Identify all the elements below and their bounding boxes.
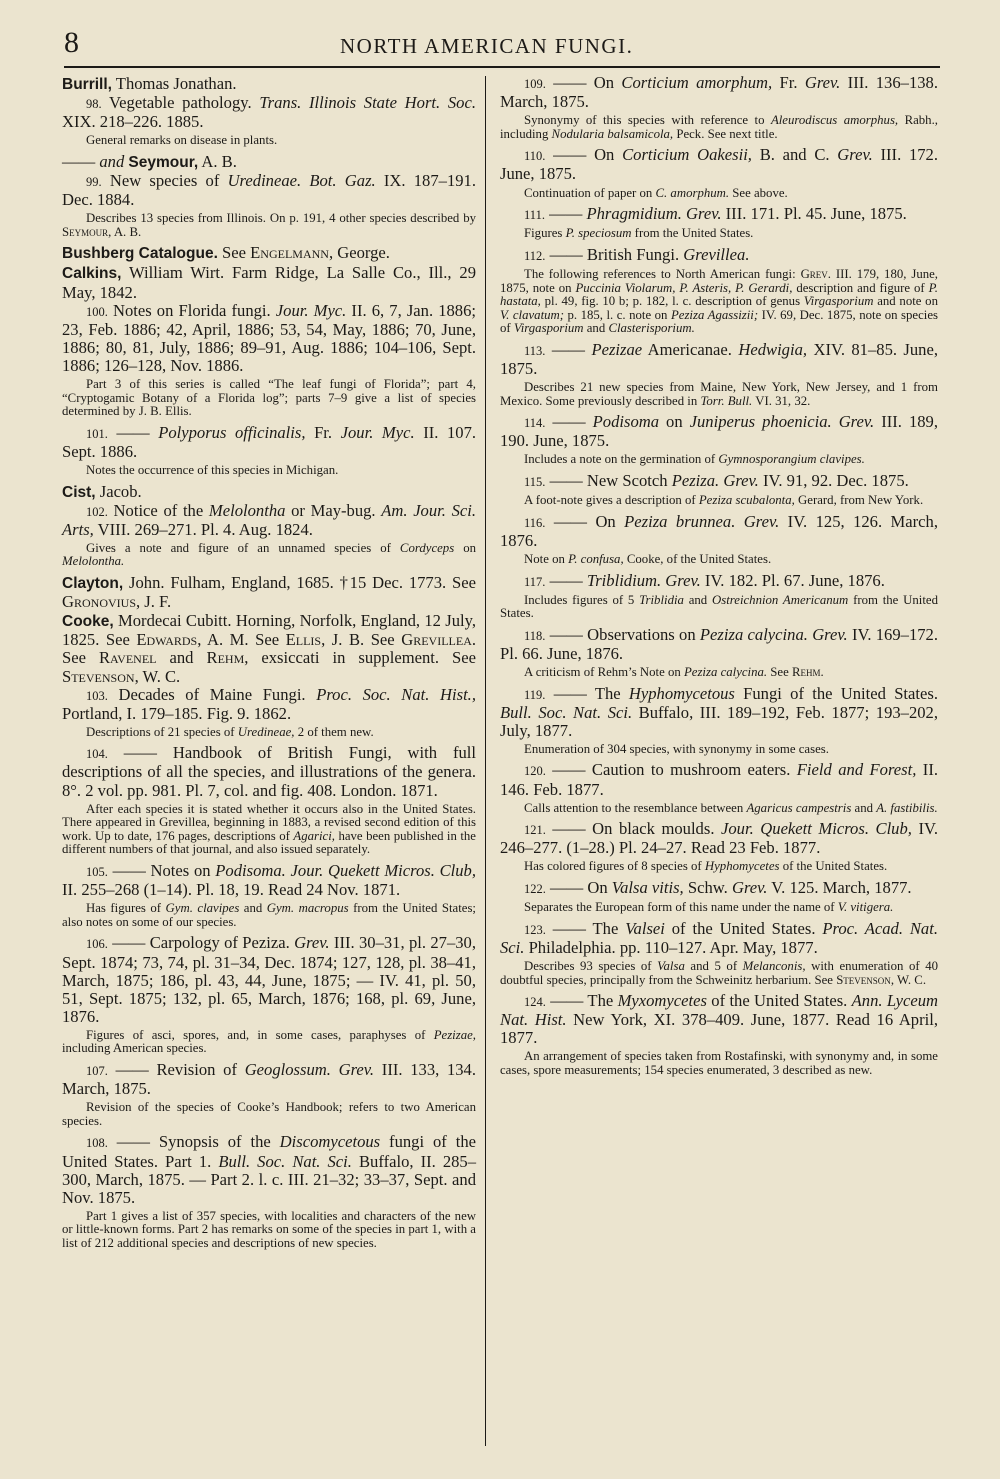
bibliography-entry: 112. —— British Fungi. Grevillea.	[524, 244, 750, 264]
author-heading: Calkins, William Wirt. Farm Ridge, La Salle Co., Ill., 29 May, 1842.	[62, 263, 476, 302]
annotation-note: Note on P. confusa, Cooke, of the United States.	[524, 551, 772, 566]
author-heading: Clayton, John. Fulham, England, 1685. †15 Dec. 1773. See Gronovius, J. F.	[62, 573, 476, 612]
bibliography-entry: 108. —— Synopsis of the Discomycetous fungi of the United States. Part 1. Bull. Soc. Nat. Sci. Buffalo, II. 285–300, March, 1875. — Part 2. l. c. III. 21–32; 33–37, Sept. and Nov. 1875.	[62, 1132, 477, 1207]
annotation-note: Enumeration of 304 species, with synonymy in some cases.	[524, 741, 829, 756]
annotation-note: Describes 93 species of Valsa and 5 of Melanconis, with enumeration of 40 doubtful species, principally from the Schweinitz herbarium. See Stevenson, W. C.	[500, 958, 938, 987]
annotation-note: Includes figures of 5 Triblidia and Ostreichnion Americanum from the United States.	[500, 592, 938, 621]
annotation-note: Includes a note on the germination of Gymnosporangium clavipes.	[524, 452, 865, 467]
annotation-note: The following references to North American fungi: Grev. III. 179, 180, June, 1875, note on Puccinia Violarum, P. Asteris, P. Gerardi, description and figure of P. hastata, pl. 49, fig. 10 b; p. 182, l. c. description of genus Virgasporium and note on V. clavatum; p. 185, l. c. note on Peziza Agassizii; IV. 69, Dec. 1875, note on species of Virgasporium and Clasterisporium.	[500, 266, 938, 336]
author-heading: Cist, Jacob.	[62, 481, 142, 501]
annotation-note: Describes 21 new species from Maine, New York, New Jersey, and 1 from Mexico. Some previously described in Torr. Bull. VI. 31, 32.	[500, 380, 938, 408]
bibliography-entry: 104. —— Handbook of British Fungi, with full descriptions of all the species, and illustrations of the genera. 8°. 2 vol. pp. 981. Pl. 7, col. and fig. 408. London. 1871.	[62, 743, 476, 800]
annotation-note: Separates the European form of this name under the name of V. vitigera.	[524, 900, 894, 915]
bibliography-entry: 121. —— On black moulds. Jour. Quekett Micros. Club, IV. 246–277. (1–28.) Pl. 24–27. Read 23 Feb. 1877.	[500, 819, 938, 858]
bibliography-entry: 110. —— On Corticium Oakesii, B. and C. Grev. III. 172. June, 1875.	[500, 145, 938, 184]
bibliography-entry: 102. Notice of the Melolontha or May-bug. Am. Jour. Sci. Arts, VIII. 269–271. Pl. 4. Aug. 1824.	[62, 500, 477, 539]
bibliography-entry: 99. New species of Uredineae. Bot. Gaz. IX. 187–191. Dec. 1884.	[62, 170, 476, 210]
annotation-note: An arrangement of species taken from Rostafinski, with synonymy and, in some cases, spore measurements; 154 species enumerated, 3 described as new.	[500, 1049, 938, 1077]
annotation-note: Has figures of Gym. clavipes and Gym. macropus from the United States; also notes on some of our species.	[62, 901, 476, 929]
annotation-note: A criticism of Rehm’s Note on Peziza calycina. See Rehm.	[524, 665, 824, 679]
annotation-note: Synonymy of this species with reference to Aleurodiscus amorphus, Rabh., including Nodularia balsamicola, Peck. See next title.	[500, 113, 938, 141]
bibliography-entry: 105. —— Notes on Podisoma. Jour. Quekett Micros. Club, II. 255–268 (1–14). Pl. 18, 19. Read 24 Nov. 1871.	[62, 861, 477, 900]
bibliography-entry: 120. —— Caution to mushroom eaters. Field and Forest, II. 146. Feb. 1877.	[500, 760, 938, 799]
author-heading: Bushberg Catalogue. See Engelmann, George.	[62, 243, 390, 263]
column-divider	[485, 76, 486, 1446]
bibliography-entry: 109. —— On Corticium amorphum, Fr. Grev. III. 136–138. March, 1875.	[500, 73, 938, 112]
annotation-note: Continuation of paper on C. amorphum. See above.	[524, 185, 788, 200]
annotation-note: Calls attention to the resemblance between Agaricus campestris and A. fastibilis.	[524, 800, 938, 815]
right-column	[500, 74, 938, 1083]
annotation-note: General remarks on disease in plants.	[86, 133, 278, 148]
page-number: 8	[64, 26, 79, 59]
annotation-note: Figures of asci, spores, and, in some cases, paraphyses of Pezizae, including American species.	[62, 1027, 476, 1056]
header-rule	[64, 66, 940, 68]
bibliography-entry: 98. Vegetable pathology. Trans. Illinois State Hort. Soc. XIX. 218–226. 1885.	[62, 93, 476, 132]
annotation-note: Notes the occurrence of this species in Michigan.	[86, 462, 339, 477]
bibliography-entry: 107. —— Revision of Geoglossum. Grev. III. 133, 134. March, 1875.	[62, 1060, 477, 1099]
bibliography-entry: 124. —— The Myxomycetes of the United States. Ann. Lyceum Nat. Hist. New York, XI. 378–409. June, 1877. Read 16 April, 1877.	[500, 991, 938, 1048]
annotation-note: Part 3 of this series is called “The leaf fungi of Florida”; part 4, “Cryptogamic Botany of a Florida log”; parts 7–9 give a list of species determined by J. B. Ellis.	[62, 377, 476, 419]
author-heading: Cooke, Mordecai Cubitt. Horning, Norfolk, England, 12 July, 1825. See Edwards, A. M. See Ellis, J. B. See Grevillea. See Ravenel and Rehm, exsiccati in supplement. See Stevenson, W. C.	[62, 611, 477, 686]
bibliography-entry: 117. —— Triblidium. Grev. IV. 182. Pl. 67. June, 1876.	[524, 570, 885, 590]
annotation-note: Figures P. speciosum from the United States.	[524, 226, 754, 241]
bibliography-entry: 113. —— Pezizae Americanae. Hedwigia, XIV. 81–85. June, 1875.	[500, 339, 938, 378]
annotation-note: Has colored figures of 8 species of Hyphomycetes of the United States.	[524, 859, 888, 874]
bibliography-entry: 122. —— On Valsa vitis, Schw. Grev. V. 125. March, 1877.	[524, 878, 912, 898]
left-column	[62, 74, 476, 1256]
bibliography-entry: 103. Decades of Maine Fungi. Proc. Soc. Nat. Hist., Portland, I. 179–185. Fig. 9. 1862.	[62, 684, 476, 723]
annotation-note: After each species it is stated whether it occurs also in the United States. There appeared in Grevillea, beginning in 1883, a revised second edition of this work. Up to date, 176 pages, descriptions of Agarici, have been published in the different numbers of that journal, and also issued separately.	[62, 801, 476, 857]
bibliography-entry: 123. —— The Valsei of the United States. Proc. Acad. Nat. Sci. Philadelphia. pp. 110–127. Apr. May, 1877.	[500, 918, 938, 957]
annotation-note: Part 1 gives a list of 357 species, with localities and characters of the new or little-known forms. Part 2 has remarks on some of the species in part 1, with a list of 212 additional species and descriptions of new species.	[62, 1208, 476, 1250]
bibliography-entry: 106. —— Carpology of Peziza. Grev. III. 30–31, pl. 27–30, Sept. 1874; 73, 74, pl. 31–34, Dec. 1874; 127, 128, pl. 38–41, March, 1875; 186, pl. 43, 44, June, 1875; — IV. 41, pl. 50, 51, Sept. 1875; 132, pl. 65, March, 1876; 168, pl. 69, June, 1876.	[62, 933, 476, 1026]
bibliography-entry: 118. —— Observations on Peziza calycina. Grev. IV. 169–172. Pl. 66. June, 1876.	[500, 624, 938, 663]
annotation-note: Descriptions of 21 species of Uredineae, 2 of them new.	[86, 724, 374, 739]
bibliography-entry: 119. —— The Hyphomycetous Fungi of the United States. Bull. Soc. Nat. Sci. Buffalo, III. 189–192, Feb. 1877; 193–202, July, 1877.	[500, 683, 938, 740]
annotation-note: Describes 13 species from Illinois. On p. 191, 4 other species described by Seymour, A. B.	[62, 211, 476, 239]
bibliography-entry: 101. —— Polyporus officinalis, Fr. Jour. Myc. II. 107. Sept. 1886.	[62, 422, 477, 461]
author-heading: —— and Seymour, A. B.	[62, 151, 237, 171]
page-header	[0, 0, 1000, 70]
annotation-note: Gives a note and figure of an unnamed species of Cordyceps on Melolontha.	[62, 540, 476, 569]
annotation-note: A foot-note gives a description of Peziza scubalonta, Gerard, from New York.	[524, 493, 924, 508]
bibliography-entry: 114. —— Podisoma on Juniperus phoenicia. Grev. III. 189, 190. June, 1875.	[500, 412, 938, 451]
bibliography-entry: 115. —— New Scotch Peziza. Grev. IV. 91, 92. Dec. 1875.	[524, 471, 909, 491]
bibliography-entry: 100. Notes on Florida fungi. Jour. Myc. II. 6, 7, Jan. 1886; 23, Feb. 1886; 42, April, 1886; 53, 54, May, 1886; 70, June, 1886; 80, 81, July, 1886; 89–91, Aug. 1886; 104–106, Sept. 1886; 126–128, Nov. 1886.	[62, 300, 476, 375]
author-heading: Burrill, Thomas Jonathan.	[62, 74, 237, 93]
annotation-note: Revision of the species of Cooke’s Handbook; refers to two American species.	[62, 1100, 476, 1128]
bibliography-entry: 111. —— Phragmidium. Grev. III. 171. Pl. 45. June, 1875.	[524, 204, 907, 224]
bibliography-entry: 116. —— On Peziza brunnea. Grev. IV. 125, 126. March, 1876.	[500, 511, 938, 550]
running-title: NORTH AMERICAN FUNGI.	[340, 34, 634, 58]
